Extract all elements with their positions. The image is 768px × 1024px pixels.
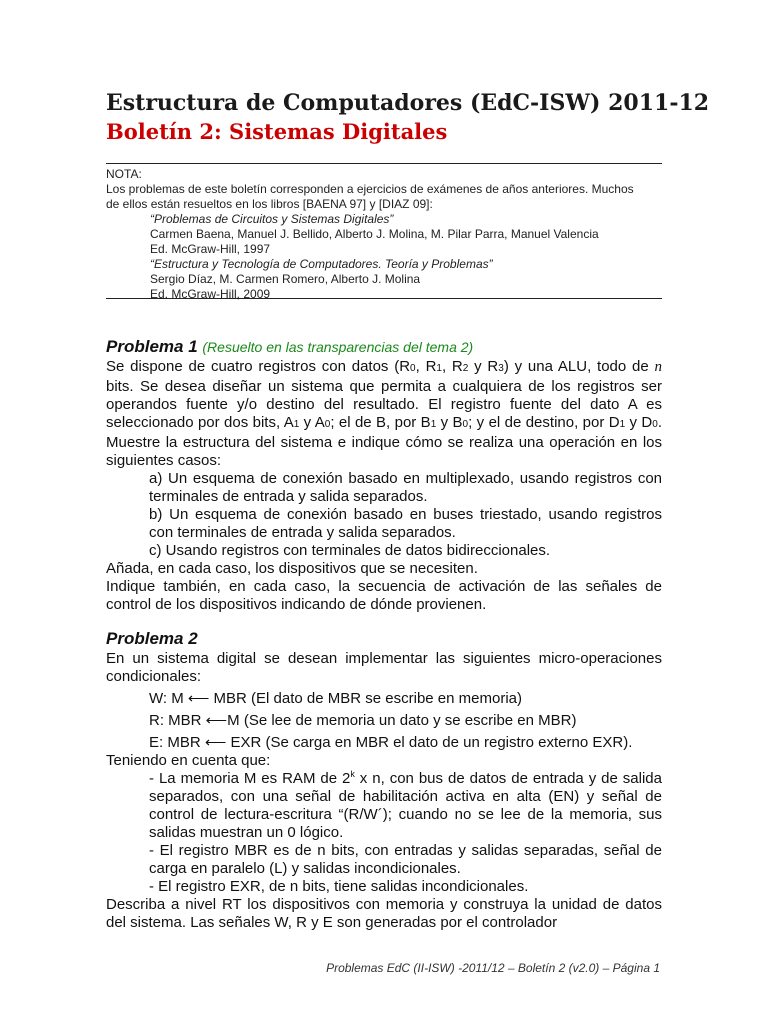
problem-1-statement xyxy=(106,358,662,470)
subscript: 1 xyxy=(436,363,442,374)
text-run: , R xyxy=(415,358,437,375)
subscript: 0 xyxy=(462,419,469,430)
problem-1-case-a: a) Un esquema de conexión basado en multiplexado, usando registros con terminales de entrada y salida separados. xyxy=(149,470,662,505)
micro-op-e: E: MBR ⟵ EXR (Se carga en MBR el dato de un registro externo EXR). xyxy=(149,734,633,751)
document-body xyxy=(106,336,662,932)
memory-spec xyxy=(106,770,662,842)
problem-2-intro: En un sistema digital se desean implementar las siguientes micro-operaciones condicionales: xyxy=(106,650,662,685)
subscript: 0 xyxy=(652,419,658,430)
problem-2-heading xyxy=(106,628,662,650)
subscript: 1 xyxy=(430,419,437,430)
page-footer: Problemas EdC (II-ISW) -2011/12 – Boletín 2 (v2.0) – Página 1 xyxy=(326,961,660,975)
text-run: y D xyxy=(625,414,653,431)
document-title: Estructura de Computadores (EdC-ISW) 2011-12 xyxy=(106,90,710,116)
problem-1-case-c: c) Usando registros con terminales de datos bidireccionales. xyxy=(149,542,551,559)
variable-n: n xyxy=(654,359,662,375)
book-publisher: Ed. McGraw-Hill, 1997 xyxy=(150,242,271,256)
subscript: 1 xyxy=(293,419,300,430)
text-run: Se dispone de cuatro registros con datos (R xyxy=(106,358,411,375)
book-publisher: Ed. McGraw-Hill, 2009 xyxy=(150,287,271,301)
book-authors: Carmen Baena, Manuel J. Bellido, Alberto J. Molina, M. Pilar Parra, Manuel Valencia xyxy=(150,227,599,241)
problem-1-heading xyxy=(106,336,662,358)
micro-op-w: W: M ⟵ MBR (El dato de MBR se escribe en memoria) xyxy=(149,690,522,707)
text-run: x n, con bus de datos de entrada y de salida separados, con una señal de habilitación activa en alta (EN) y señal de control de lectura-escritura “(R/W´); cuando no se lee de la memoria, sus salidas muestran un 0 lógico. xyxy=(149,770,662,841)
mbr-spec: - El registro MBR es de n bits, con entradas y salidas separadas, señal de carga en paralelo (L) y salidas incondicionales. xyxy=(149,842,662,877)
subscript: 1 xyxy=(619,419,626,430)
book-authors: Sergio Díaz, M. Carmen Romero, Alberto J. Molina xyxy=(150,272,421,286)
superscript: k xyxy=(350,769,355,779)
problem-2-given: Teniendo en cuenta que: xyxy=(106,752,271,769)
note-line: Los problemas de este boletín corresponden a ejercicios de exámenes de años anteriores. Muchos xyxy=(106,182,634,196)
problem-1-case-b: b) Un esquema de conexión basado en buses triestado, usando registros con terminales de entrada y salida separados. xyxy=(149,506,662,541)
text-run: y B xyxy=(436,414,463,431)
problem-1-sequence: Indique también, en cada caso, la secuencia de activación de las señales de control de los dispositivos indicando de dónde provienen. xyxy=(106,578,662,613)
text-run: bits. Se desea diseñar un sistema que permita a cualquiera de los registros ser operandos fuente y/o destino del resultado. El registro fuente del dato A es seleccionado por dos bits, A xyxy=(106,378,662,431)
document-subtitle: Boletín 2: Sistemas Digitales xyxy=(106,119,448,144)
book-title: “Problemas de Circuitos y Sistemas Digitales” xyxy=(150,212,394,226)
subscript: 2 xyxy=(462,363,469,374)
text-run: ) y una ALU, todo de xyxy=(503,358,655,375)
problem-2-describe: Describa a nivel RT los dispositivos con memoria y construya la unidad de datos del sistema. Las señales W, R y E son generadas por el controlador xyxy=(106,896,662,931)
subscript: 0 xyxy=(410,363,416,374)
text-run: - La memoria M es RAM de 2 xyxy=(149,770,351,787)
text-run: . Muestre la estructura del sistema e indique cómo se realiza una operación en los siguientes casos: xyxy=(106,414,662,469)
text-run: ; y el de destino, por D xyxy=(468,414,620,431)
note-label: NOTA: xyxy=(106,167,142,181)
text-run: , R xyxy=(441,358,463,375)
exr-spec: - El registro EXR, de n bits, tiene salidas incondicionales. xyxy=(149,878,529,895)
subscript: 0 xyxy=(324,419,331,430)
text-run: y R xyxy=(468,358,499,375)
subscript: 3 xyxy=(498,363,504,374)
micro-op-r: R: MBR ⟵M (Se lee de memoria un dato y se escribe en MBR) xyxy=(149,712,577,729)
text-run: y A xyxy=(299,414,325,431)
note-box xyxy=(106,163,662,299)
problem-1-name: Problema 1 xyxy=(106,337,198,356)
problem-1-add: Añada, en cada caso, los dispositivos que se necesiten. xyxy=(106,560,478,577)
problem-2-name: Problema 2 xyxy=(106,629,198,648)
book-title: “Estructura y Tecnología de Computadores. Teoría y Problemas” xyxy=(150,257,493,271)
problem-1-note: (Resuelto en las transparencias del tema 2) xyxy=(202,339,474,355)
note-line: de ellos están resueltos en los libros [BAENA 97] y [DIAZ 09]: xyxy=(106,197,433,211)
text-run: ; el de B, por B xyxy=(330,414,431,431)
